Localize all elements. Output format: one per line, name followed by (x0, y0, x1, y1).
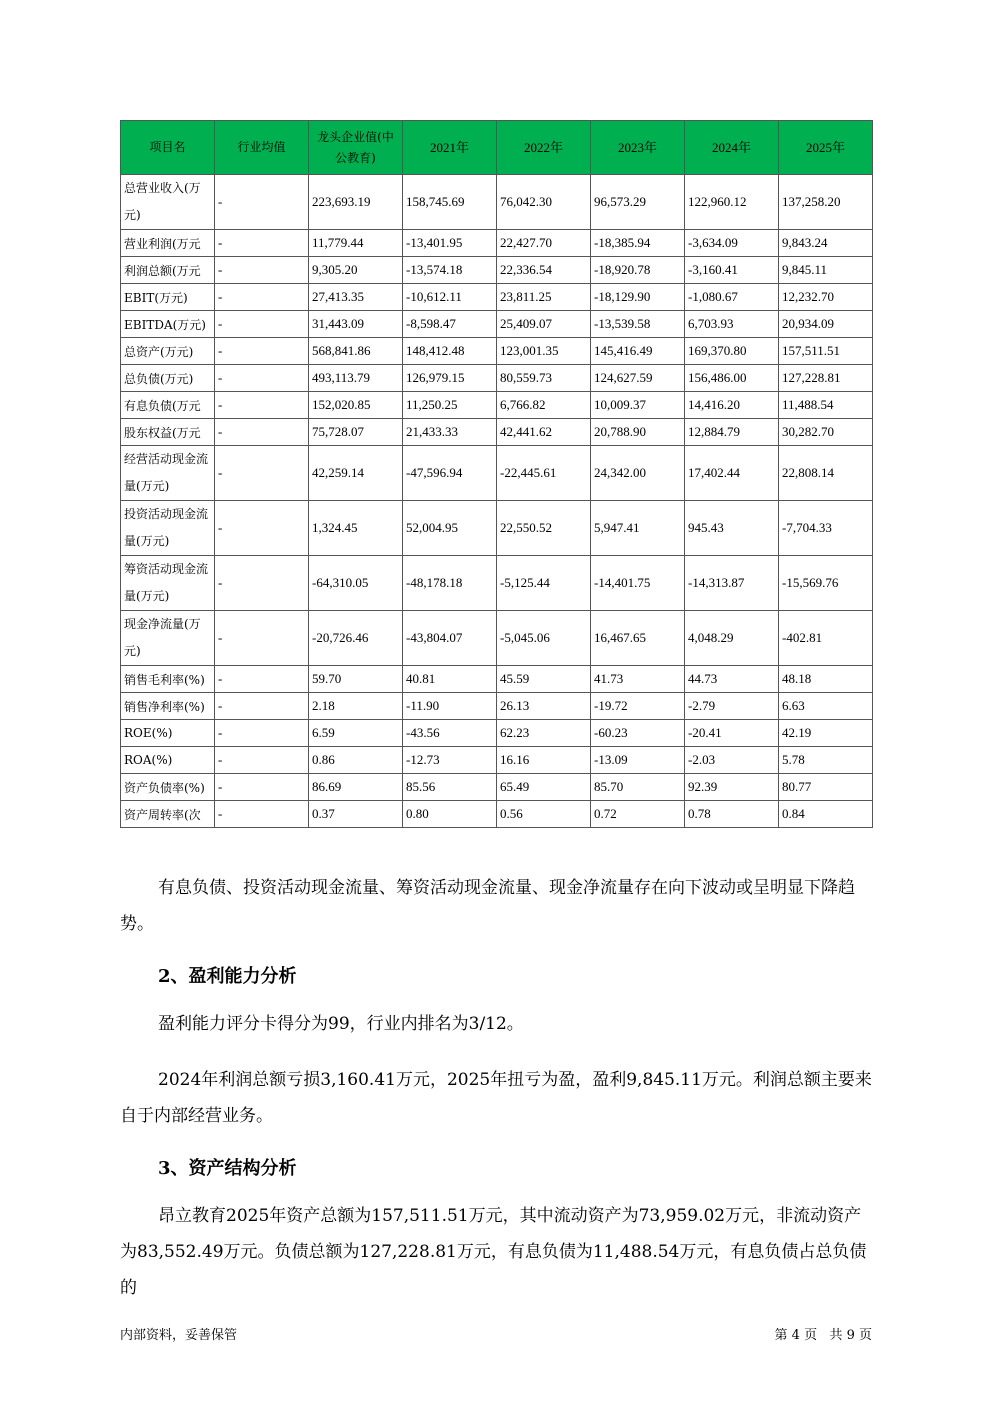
value-cell: 48.18 (779, 666, 873, 693)
value-cell: 945.43 (685, 501, 779, 556)
value-cell: 6.63 (779, 693, 873, 720)
asset-structure-paragraph: 昂立教育2025年资产总额为157,511.51万元，其中流动资产为73,959.02万元，非流动资产为83,552.49万元。负债总额为127,228.81万元，有息负债为11,488.54万元，有息负债占总负债的 (120, 1206, 867, 1298)
industry-average-cell: - (215, 774, 309, 801)
industry-average-cell: - (215, 311, 309, 338)
value-cell: 22,808.14 (779, 446, 873, 501)
value-cell: 75,728.07 (309, 419, 403, 446)
table-header-cell: 2021年 (403, 121, 497, 175)
industry-average-cell: - (215, 747, 309, 774)
value-cell: -15,569.76 (779, 556, 873, 611)
value-cell: 152,020.85 (309, 392, 403, 419)
industry-average-cell: - (215, 175, 309, 230)
row-label: 资产负债率(%) (121, 774, 215, 801)
row-label: 现金净流量(万元) (121, 611, 215, 666)
value-cell: 62.23 (497, 720, 591, 747)
value-cell: -13,539.58 (591, 311, 685, 338)
value-cell: 568,841.86 (309, 338, 403, 365)
value-cell: -1,080.67 (685, 284, 779, 311)
row-label: 销售净利率(%) (121, 693, 215, 720)
table-row (121, 501, 873, 556)
value-cell: -13,574.18 (403, 257, 497, 284)
table-row (121, 801, 873, 828)
table-header-cell: 2023年 (591, 121, 685, 175)
value-cell: 137,258.20 (779, 175, 873, 230)
industry-average-cell: - (215, 501, 309, 556)
row-label: ROA(%) (121, 747, 215, 774)
value-cell: 156,486.00 (685, 365, 779, 392)
row-label: 股东权益(万元 (121, 419, 215, 446)
value-cell: -19.72 (591, 693, 685, 720)
value-cell: 6,766.82 (497, 392, 591, 419)
value-cell: 85.56 (403, 774, 497, 801)
value-cell: 0.56 (497, 801, 591, 828)
value-cell: 24,342.00 (591, 446, 685, 501)
value-cell: 76,042.30 (497, 175, 591, 230)
value-cell: -5,125.44 (497, 556, 591, 611)
row-label: 销售毛利率(%) (121, 666, 215, 693)
value-cell: -12.73 (403, 747, 497, 774)
industry-average-cell: - (215, 284, 309, 311)
table-row (121, 257, 873, 284)
value-cell: 21,433.33 (403, 419, 497, 446)
value-cell: 31,443.09 (309, 311, 403, 338)
row-label: 筹资活动现金流量(万元) (121, 556, 215, 611)
value-cell: 92.39 (685, 774, 779, 801)
table-row (121, 446, 873, 501)
value-cell: 0.37 (309, 801, 403, 828)
table-row (121, 720, 873, 747)
value-cell: 12,884.79 (685, 419, 779, 446)
value-cell: -43,804.07 (403, 611, 497, 666)
row-label: 投资活动现金流量(万元) (121, 501, 215, 556)
value-cell: 16,467.65 (591, 611, 685, 666)
value-cell: -47,596.94 (403, 446, 497, 501)
section-heading-asset-structure: 3、资产结构分析 (158, 1158, 297, 1179)
value-cell: -20,726.46 (309, 611, 403, 666)
value-cell: 14,416.20 (685, 392, 779, 419)
value-cell: -3,160.41 (685, 257, 779, 284)
industry-average-cell: - (215, 419, 309, 446)
value-cell: 44.73 (685, 666, 779, 693)
financial-table (120, 120, 873, 828)
table-row (121, 284, 873, 311)
table-row (121, 365, 873, 392)
value-cell: 127,228.81 (779, 365, 873, 392)
value-cell: -11.90 (403, 693, 497, 720)
value-cell: 126,979.15 (403, 365, 497, 392)
value-cell: 2.18 (309, 693, 403, 720)
table-row (121, 556, 873, 611)
value-cell: 0.80 (403, 801, 497, 828)
value-cell: 42,441.62 (497, 419, 591, 446)
value-cell: 65.49 (497, 774, 591, 801)
value-cell: 1,324.45 (309, 501, 403, 556)
table-row (121, 311, 873, 338)
value-cell: -5,045.06 (497, 611, 591, 666)
value-cell: 59.70 (309, 666, 403, 693)
value-cell: 9,843.24 (779, 230, 873, 257)
value-cell: 40.81 (403, 666, 497, 693)
value-cell: -14,401.75 (591, 556, 685, 611)
summary-paragraph: 有息负债、投资活动现金流量、筹资活动现金流量、现金净流量存在向下波动或呈明显下降趋势。 (120, 878, 855, 934)
value-cell: 11,250.25 (403, 392, 497, 419)
table-header-cell: 龙头企业值(中公教育) (309, 121, 403, 175)
value-cell: 25,409.07 (497, 311, 591, 338)
value-cell: 16.16 (497, 747, 591, 774)
value-cell: 158,745.69 (403, 175, 497, 230)
value-cell: 9,305.20 (309, 257, 403, 284)
value-cell: 11,488.54 (779, 392, 873, 419)
row-label: ROE(%) (121, 720, 215, 747)
value-cell: -48,178.18 (403, 556, 497, 611)
value-cell: -43.56 (403, 720, 497, 747)
page-number: 第 4 页 共 9 页 (774, 1328, 872, 1343)
row-label: 总资产(万元) (121, 338, 215, 365)
value-cell: 26.13 (497, 693, 591, 720)
value-cell: -402.81 (779, 611, 873, 666)
value-cell: 157,511.51 (779, 338, 873, 365)
value-cell: 42,259.14 (309, 446, 403, 501)
value-cell: 41.73 (591, 666, 685, 693)
value-cell: -64,310.05 (309, 556, 403, 611)
value-cell: 30,282.70 (779, 419, 873, 446)
table-row (121, 230, 873, 257)
value-cell: 169,370.80 (685, 338, 779, 365)
value-cell: -10,612.11 (403, 284, 497, 311)
table-row (121, 747, 873, 774)
value-cell: -18,920.78 (591, 257, 685, 284)
table-row (121, 666, 873, 693)
table-row (121, 611, 873, 666)
industry-average-cell: - (215, 611, 309, 666)
table-header-cell: 2025年 (779, 121, 873, 175)
value-cell: 42.19 (779, 720, 873, 747)
industry-average-cell: - (215, 230, 309, 257)
value-cell: -18,385.94 (591, 230, 685, 257)
value-cell: 0.72 (591, 801, 685, 828)
row-label: 经营活动现金流量(万元) (121, 446, 215, 501)
value-cell: 493,113.79 (309, 365, 403, 392)
value-cell: 5.78 (779, 747, 873, 774)
row-label: EBIT(万元) (121, 284, 215, 311)
industry-average-cell: - (215, 720, 309, 747)
industry-average-cell: - (215, 693, 309, 720)
value-cell: 12,232.70 (779, 284, 873, 311)
value-cell: -3,634.09 (685, 230, 779, 257)
value-cell: 22,550.52 (497, 501, 591, 556)
industry-average-cell: - (215, 257, 309, 284)
value-cell: 5,947.41 (591, 501, 685, 556)
value-cell: 80,559.73 (497, 365, 591, 392)
profit-total-paragraph: 2024年利润总额亏损3,160.41万元，2025年扭亏为盈，盈利9,845.11万元。利润总额主要来自于内部经营业务。 (120, 1070, 872, 1126)
row-label: 总营业收入(万元) (121, 175, 215, 230)
value-cell: 17,402.44 (685, 446, 779, 501)
value-cell: -13,401.95 (403, 230, 497, 257)
value-cell: 9,845.11 (779, 257, 873, 284)
section-heading-profitability: 2、盈利能力分析 (158, 966, 297, 987)
value-cell: 10,009.37 (591, 392, 685, 419)
value-cell: 122,960.12 (685, 175, 779, 230)
row-label: 总负债(万元) (121, 365, 215, 392)
value-cell: 80.77 (779, 774, 873, 801)
value-cell: 22,427.70 (497, 230, 591, 257)
value-cell: 22,336.54 (497, 257, 591, 284)
value-cell: 20,934.09 (779, 311, 873, 338)
value-cell: 148,412.48 (403, 338, 497, 365)
table-row (121, 693, 873, 720)
value-cell: 6,703.93 (685, 311, 779, 338)
value-cell: -2.79 (685, 693, 779, 720)
table-row (121, 419, 873, 446)
industry-average-cell: - (215, 666, 309, 693)
value-cell: 86.69 (309, 774, 403, 801)
value-cell: 6.59 (309, 720, 403, 747)
value-cell: 27,413.35 (309, 284, 403, 311)
value-cell: -7,704.33 (779, 501, 873, 556)
row-label: 利润总额(万元 (121, 257, 215, 284)
table-header-cell: 2024年 (685, 121, 779, 175)
table-header-cell: 2022年 (497, 121, 591, 175)
value-cell: 0.86 (309, 747, 403, 774)
industry-average-cell: - (215, 338, 309, 365)
value-cell: -14,313.87 (685, 556, 779, 611)
row-label: 有息负债(万元 (121, 392, 215, 419)
value-cell: 123,001.35 (497, 338, 591, 365)
row-label: 营业利润(万元 (121, 230, 215, 257)
value-cell: 45.59 (497, 666, 591, 693)
table-header-cell: 行业均值 (215, 121, 309, 175)
value-cell: 0.84 (779, 801, 873, 828)
value-cell: 4,048.29 (685, 611, 779, 666)
industry-average-cell: - (215, 392, 309, 419)
table-header-cell: 项目名 (121, 121, 215, 175)
value-cell: -8,598.47 (403, 311, 497, 338)
industry-average-cell: - (215, 556, 309, 611)
table-row (121, 774, 873, 801)
value-cell: 85.70 (591, 774, 685, 801)
table-row (121, 338, 873, 365)
value-cell: 96,573.29 (591, 175, 685, 230)
row-label: EBITDA(万元) (121, 311, 215, 338)
value-cell: 20,788.90 (591, 419, 685, 446)
value-cell: -60.23 (591, 720, 685, 747)
value-cell: -20.41 (685, 720, 779, 747)
industry-average-cell: - (215, 365, 309, 392)
value-cell: 223,693.19 (309, 175, 403, 230)
value-cell: 23,811.25 (497, 284, 591, 311)
value-cell: 0.78 (685, 801, 779, 828)
table-row (121, 175, 873, 230)
value-cell: -13.09 (591, 747, 685, 774)
profitability-score-paragraph: 盈利能力评分卡得分为99，行业内排名为3/12。 (158, 1014, 524, 1034)
industry-average-cell: - (215, 446, 309, 501)
value-cell: 11,779.44 (309, 230, 403, 257)
footer-note: 内部资料，妥善保管 (120, 1328, 238, 1343)
value-cell: 124,627.59 (591, 365, 685, 392)
table-row (121, 392, 873, 419)
value-cell: -18,129.90 (591, 284, 685, 311)
row-label: 资产周转率(次 (121, 801, 215, 828)
value-cell: -2.03 (685, 747, 779, 774)
table-body (121, 175, 873, 828)
table-header-row (121, 121, 873, 175)
value-cell: 52,004.95 (403, 501, 497, 556)
industry-average-cell: - (215, 801, 309, 828)
value-cell: 145,416.49 (591, 338, 685, 365)
value-cell: -22,445.61 (497, 446, 591, 501)
